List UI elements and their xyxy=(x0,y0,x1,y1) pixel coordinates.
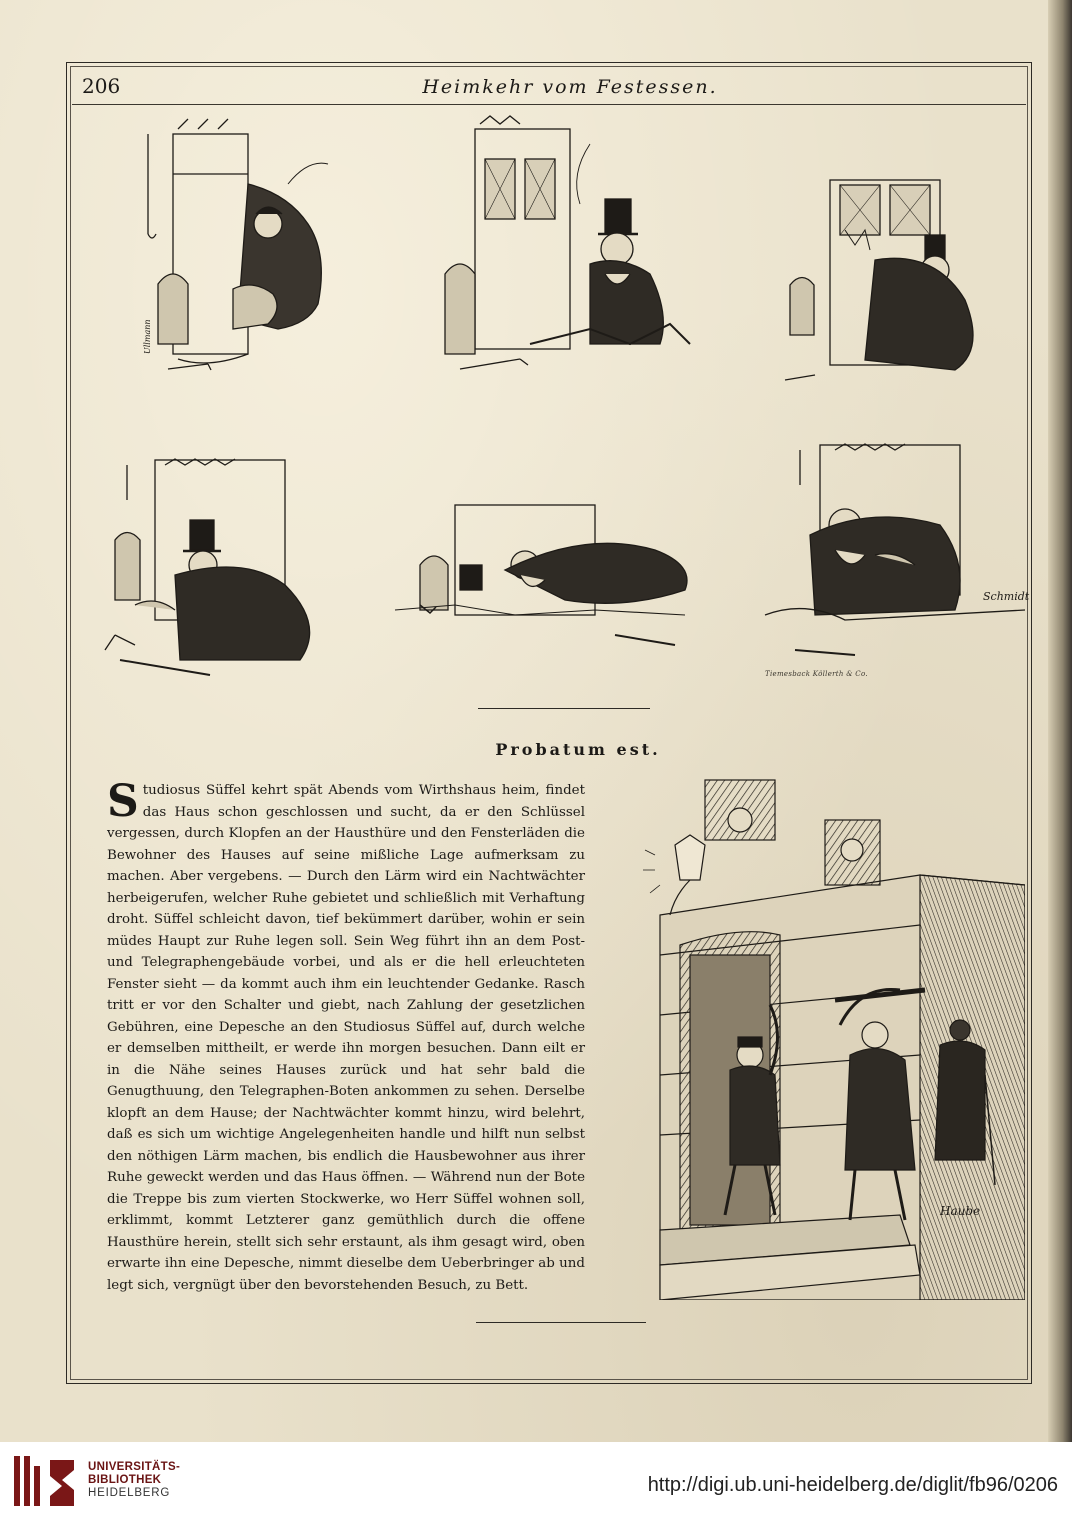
section-title: Probatum est. xyxy=(495,740,661,759)
panel-signature: Ullmann xyxy=(143,319,152,354)
comic-panel-5 xyxy=(385,495,710,655)
header-rule xyxy=(72,104,1026,105)
university-seal-icon xyxy=(10,1452,80,1510)
page-spine-shadow xyxy=(1048,0,1072,1442)
page-number: 206 xyxy=(82,74,121,98)
library-name-line2: BIBLIOTHEK xyxy=(88,1474,162,1486)
comic-panel-4 xyxy=(95,455,370,680)
section-divider xyxy=(478,708,650,709)
permalink-url[interactable]: http://digi.ub.uni-heidelberg.de/diglit/fb96/0206 xyxy=(647,1474,1058,1496)
drop-cap: S xyxy=(107,776,139,827)
comic-panel-3 xyxy=(775,170,1010,395)
main-illustration xyxy=(640,775,1025,1300)
article-body xyxy=(107,776,585,1296)
library-name-line1: UNIVERSITÄTS- xyxy=(88,1461,181,1473)
panel6-signature: Schmidt xyxy=(983,590,1030,603)
article-text: tudiosus Süffel kehrt spät Abends vom Wirthshaus heim, findet das Haus schon geschlossen und sucht, da er den Schlüssel vergessen, durch Klopfen an der Hausthüre und den Fensterläden die Bewohner des Hauses auf seine mißliche Lage aufmerksam zu machen. Aber vergebens. — Durch den Lärm wird ein Nachtwächter herbeigerufen, welcher Ruhe gebietet und schließlich mit Verhaftung droht. Süffel schleicht davon, tief bekümmert darüber, wohin er sein müdes Haupt zur Ruhe legen soll. Sein Weg führt ihn an dem Post- und Telegraphengebäude vorbei, und als er die hell erleuchteten Fenster sieht — da kommt auch ihm ein leuchtender Gedanke. Rasch tritt er vor den Schalter und giebt, nach Zahlung der gesetzlichen Gebühren, eine Depesche an den Studiosus Süffel auf, durch welche er demselben mittheilt, er werde ihn morgen besuchen. Dann eilt er in die Nähe seines Hauses zurück und hat sehr bald die Genugthuung, den Telegraphen-Boten ankommen zu sehen. Derselbe klopft an dem Hause; der Nachtwächter kommt hinzu, wird belehrt, daß es sich um wichtige Angelegenheiten handle und hilft nun selbst den nöthigen Lärm machen, bis endlich die Hausbewohner aus ihrer Ruhe geweckt werden und das Haus öffnen. — Während nun der Bote die Treppe bis zum vierten Stockwerke, wo Herr Süffel wohnen soll, erklimmt, kommt Letzterer ganz gemüthlich durch die offene Hausthüre herein, stellt sich sehr erstaunt, als ihm gesagt wird, oben erwarte ihn eine Depesche, nimmt dieselbe dem Ueberbringer ab und legt sich, vergnügt über den bevorstehenden Besuch, zu Bett. xyxy=(107,783,585,1293)
comic-panel-1 xyxy=(138,114,358,384)
engraver-credit: Tiemesback Köllerth & Co. xyxy=(765,670,868,678)
library-name-line3: HEIDELBERG xyxy=(88,1487,171,1499)
running-title: Heimkehr vom Festessen. xyxy=(422,76,718,98)
comic-panel-6 xyxy=(755,440,1030,675)
footer-rule xyxy=(476,1322,646,1323)
comic-panel-2 xyxy=(430,114,700,384)
main-illustration-signature: Haube xyxy=(940,1204,981,1218)
